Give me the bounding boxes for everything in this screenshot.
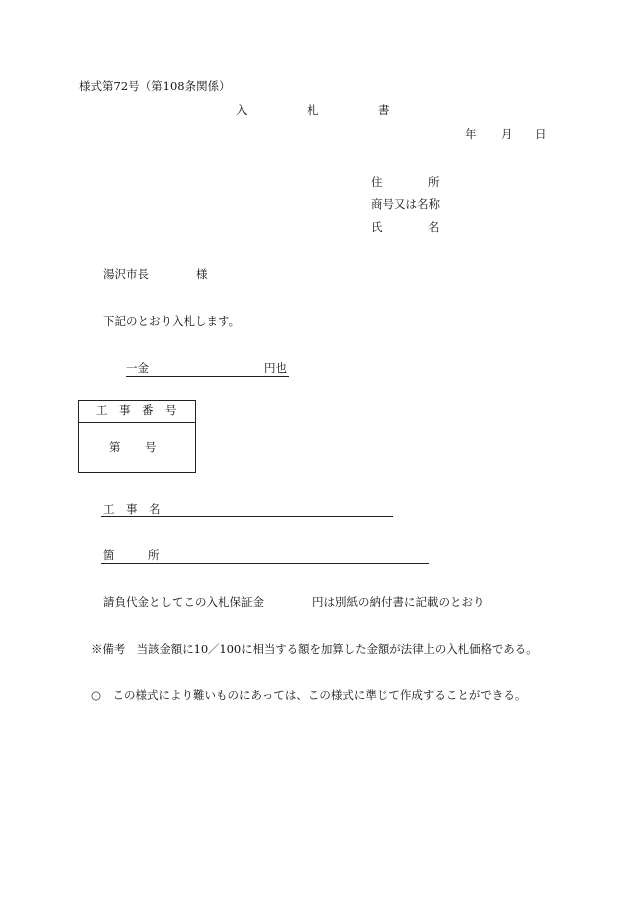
work-name-label: 工 事 名 [103, 502, 161, 516]
deposit-text-post: 円は別紙の納付書に記載のとおり [312, 595, 485, 609]
date-day-label: 日 [535, 127, 547, 141]
note-circle: ○ この様式により難いものにあっては、この様式に準じて作成することができる。 [91, 688, 527, 702]
location-label-1: 箇 [103, 548, 115, 562]
name-label-2: 名 [428, 220, 440, 234]
title-char-1: 入 [236, 103, 248, 117]
amount-suffix: 円也 [264, 361, 287, 375]
work-number-go: 号 [145, 440, 157, 454]
work-number-header-divider [79, 422, 195, 423]
title-char-2: 札 [307, 103, 319, 117]
addressee-honorific: 様 [196, 267, 208, 281]
work-name-underline [101, 516, 393, 517]
company-label: 商号又は名称 [371, 197, 440, 211]
location-label-2: 所 [148, 548, 160, 562]
location-underline [101, 563, 429, 564]
date-month-label: 月 [501, 127, 513, 141]
note-remarks: ※備考 当該金額に10／100に相当する額を加算した金額が法律上の入札価格である。 [91, 642, 538, 656]
amount-underline [126, 376, 289, 377]
name-label-1: 氏 [371, 220, 383, 234]
addressee-name: 湯沢市長 [103, 267, 149, 281]
date-year-label: 年 [465, 127, 477, 141]
work-number-dai: 第 [109, 440, 121, 454]
intro-text: 下記のとおり入札します。 [103, 314, 241, 328]
deposit-text-pre: 請負代金としてこの入札保証金 [103, 595, 264, 609]
form-number: 様式第72号（第108条関係） [79, 79, 231, 93]
amount-prefix: 一金 [126, 361, 149, 375]
title-char-3: 書 [378, 103, 390, 117]
address-label-2: 所 [428, 175, 440, 189]
address-label-1: 住 [371, 175, 383, 189]
work-number-header: 工 事 番 号 [96, 403, 177, 417]
